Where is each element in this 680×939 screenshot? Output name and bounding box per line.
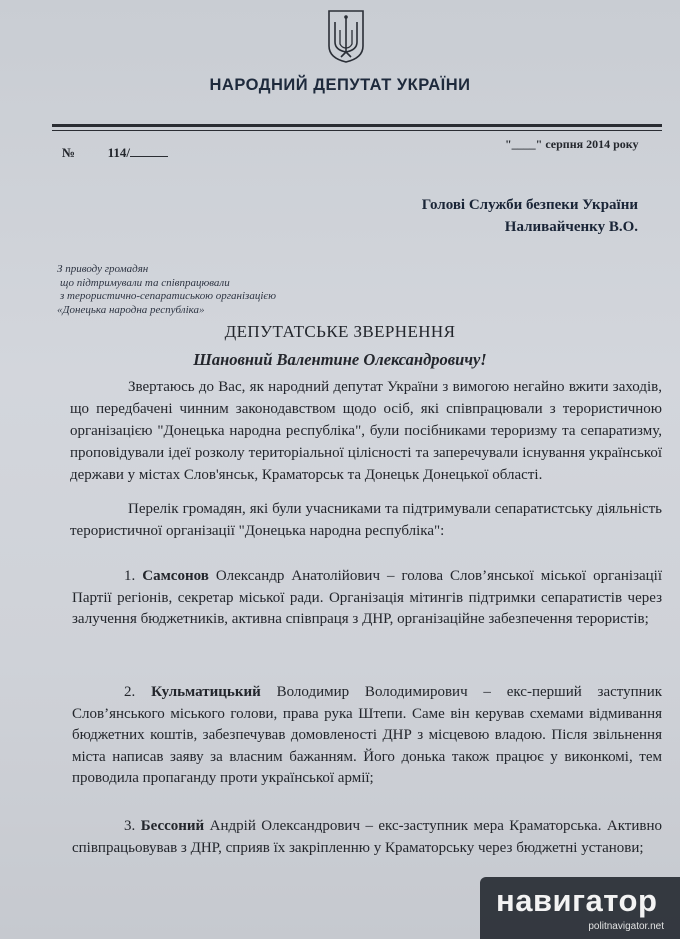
body-paragraph: Перелік громадян, які були учасниками та підтримували сепаратистську діяльність терористичної організації "Донецька народна республіка": xyxy=(70,501,662,539)
subject-line: що підтримували та співпрацювали xyxy=(60,276,230,289)
list-item xyxy=(72,816,662,859)
watermark-logo: навигатор xyxy=(496,883,658,918)
list-item xyxy=(72,682,662,790)
item-number: 3. xyxy=(124,818,136,834)
number-label: № xyxy=(62,145,76,160)
header-rule-thick xyxy=(52,124,662,127)
addressee-block xyxy=(422,194,638,238)
watermark-url: politnavigator.net xyxy=(588,921,664,932)
subject-line: з терористично-сепаратиською організацією xyxy=(60,290,276,302)
addressee-line: Голові Служби безпеки України xyxy=(421,197,638,213)
subject-line: «Донецька народна республіка» xyxy=(57,303,205,316)
subject-line: З приводу громадян xyxy=(57,263,149,275)
item-text: Андрій Олександрович – екс-заступник мера Краматорська. Активно співпрацьовував з ДНР, сприяв їх закріпленню у Краматорську через бюджетні установи; xyxy=(72,818,663,856)
number-value: 114/ xyxy=(107,145,130,160)
addressee-line: Наливайченку В.О. xyxy=(504,219,638,235)
item-surname: Бессоний xyxy=(140,818,205,834)
item-surname: Самсонов xyxy=(142,568,209,584)
body-paragraph: Звертаюсь до Вас, як народний депутат України з вимогою негайно вжити заходів, що передбачені чинним законодавством щодо осіб, які співпрацювали з терористичною організацією "Донецька народна республіка", були посібниками тероризму та сепаратизму, проповідували ідеї розколу територіальної цілісності та заперечували існування української держави у містах Слов'янськ, Краматорськ та Донецьк Донецької області. xyxy=(70,379,662,483)
header-rule-thin xyxy=(52,130,662,131)
document-number xyxy=(62,145,168,161)
document-date: "____" серпня 2014 року xyxy=(505,137,639,151)
trident-crest-icon xyxy=(326,8,366,64)
item-number: 2. xyxy=(124,684,136,700)
subject-block xyxy=(57,263,276,317)
list-item xyxy=(72,566,662,631)
item-text: Володимир Володимирович – екс-перший заступник Слов’янського міського голови, права рука Штепи. Саме він керував схемами відмивання бюджетних коштів, забезпечував домовленості ДНР з місцевою владою. Після звільнення міста написав заяву за власним бажанням. Його донька також працює у виконкомі, тем проводила пропаганду проти української армії; xyxy=(72,684,663,786)
document-title: ДЕПУТАТСЬКЕ ЗВЕРНЕННЯ xyxy=(224,322,456,341)
number-blank-line xyxy=(130,146,168,157)
item-number: 1. xyxy=(124,568,136,584)
deputy-header: НАРОДНИЙ ДЕПУТАТ УКРАЇНИ xyxy=(209,76,471,94)
item-text: Олександр Анатолійович – голова Слов’янської міської організації Партії регіонів, секретар міської ради. Організація мітингів підтримки сепаратистів через залучення бюджетників, активна співпраця з ДНР, організаційне забезпечення терористів; xyxy=(72,568,663,627)
watermark-badge xyxy=(480,877,680,939)
item-surname: Кульматицький xyxy=(151,684,261,700)
greeting: Шановний Валентине Олександровичу! xyxy=(193,350,487,369)
